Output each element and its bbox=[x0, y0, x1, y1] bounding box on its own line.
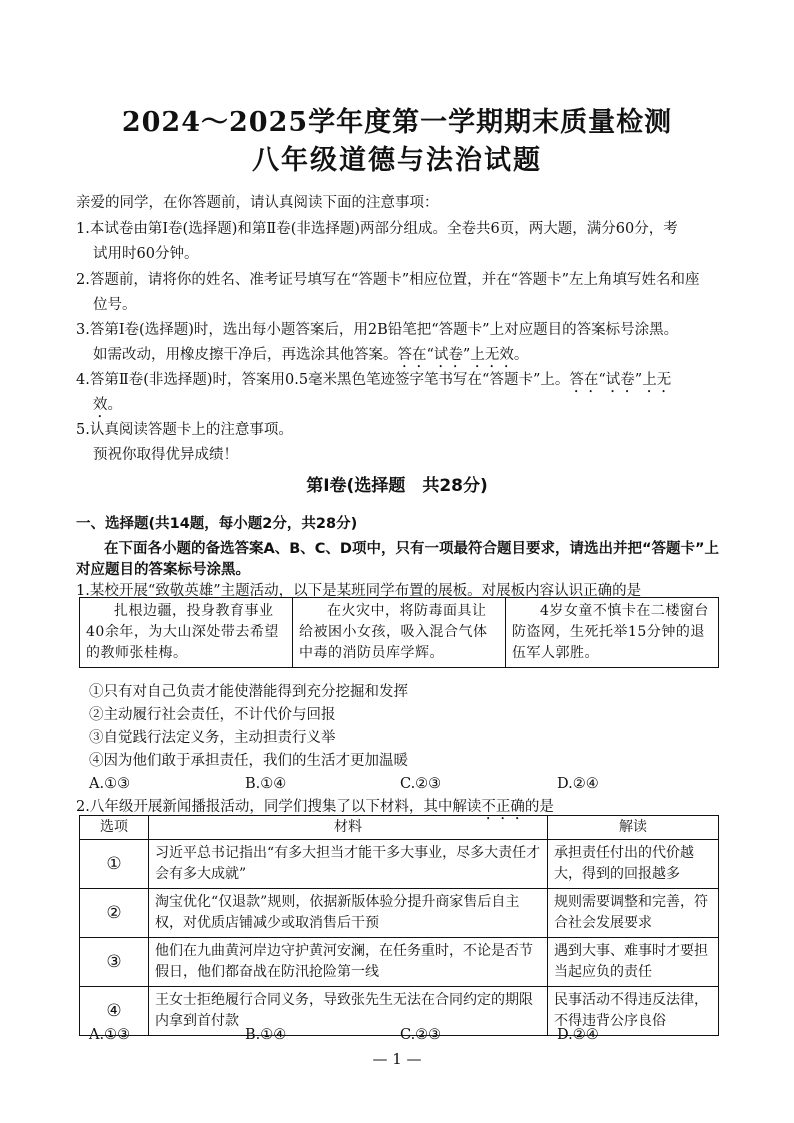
q2-stem-text: 2.八年级开展新闻播报活动，同学们搜集了以下材料，其中解读 bbox=[76, 799, 482, 815]
notice-item-3-cont bbox=[93, 345, 528, 371]
section-title: 第Ⅰ卷(选择题 共28分) bbox=[306, 476, 488, 496]
q2-row-1-material: 习近平总书记指出“有多大担当才能干多大事业，尽多大责任才会有多大成就” bbox=[149, 840, 548, 889]
exam-subtitle: 八年级道德与法治试题 bbox=[252, 145, 542, 176]
q2-choice-b: B.①④ bbox=[245, 1027, 287, 1043]
q1-choice-a: A.①③ bbox=[89, 776, 131, 792]
q1-choice-d: D.②④ bbox=[557, 776, 599, 792]
notice-item-4-emphasis-end: 效。 bbox=[93, 397, 122, 413]
q2-row-4-option: ④ bbox=[80, 987, 149, 1036]
page-number: — 1 — bbox=[372, 1050, 422, 1068]
q1-stem: 1.某校开展“致敬英雄”主题活动，以下是某班同学布置的展板。对展板内容认识正确的是 bbox=[76, 583, 642, 599]
exam-title: 2024～2025学年度第一学期期末质量检测 bbox=[121, 107, 673, 138]
table-row bbox=[80, 938, 719, 987]
q2-choice-a: A.①③ bbox=[89, 1027, 131, 1043]
notice-item-3: 3.答第Ⅰ卷(选择题)时，选出每小题答案后，用2B铅笔把“答题卡”上对应题目的答案标号涂黑。 bbox=[76, 322, 679, 338]
q1-card-2: 在火灾中，将防毒面具让给被困小女孩，吸入混合气体中毒的消防员库学辉。 bbox=[293, 598, 506, 668]
q2-row-2-material: 淘宝优化“仅退款”规则，依据新版体验分提升商家售后自主权，对优质店铺减少或取消售后干预 bbox=[149, 889, 548, 938]
notice-item-3-emphasis: 答在“试卷”上无效。 bbox=[397, 347, 529, 363]
q2-row-1-reading: 承担责任付出的代价越大，得到的回报越多 bbox=[548, 840, 719, 889]
table-row bbox=[80, 987, 719, 1036]
q2-table bbox=[79, 815, 719, 1036]
q2-row-3-material: 他们在九曲黄河岸边守护黄河安澜，在任务重时，不论是否节假日，他们都奋战在防汛抢险第一线 bbox=[149, 938, 548, 987]
notice-item-5: 5.认真阅读答题卡上的注意事项。 bbox=[76, 422, 293, 438]
notice-item-4-cont bbox=[93, 395, 122, 421]
q1-card-3: 4岁女童不慎卡在二楼窗台防盗网，生死托举15分钟的退伍军人郭胜。 bbox=[506, 598, 719, 668]
notice-greeting: 亲爱的同学，在你答题前，请认真阅读下面的注意事项： bbox=[76, 195, 439, 211]
q1-statement-1: ①只有对自己负责才能使潜能得到充分挖掘和发挥 bbox=[89, 684, 408, 700]
q2-table-header bbox=[80, 816, 719, 840]
notice-item-2-cont: 位号。 bbox=[93, 297, 137, 313]
q2-choice-c: C.②③ bbox=[400, 1027, 442, 1043]
part1-heading: 一、选择题(共14题，每小题2分，共28分) bbox=[76, 516, 358, 532]
q2-row-4-material: 王女士拒绝履行合同义务，导致张先生无法在合同约定的期限内拿到首付款 bbox=[149, 987, 548, 1036]
q2-row-1-option: ① bbox=[80, 840, 149, 889]
q2-row-3-option: ③ bbox=[80, 938, 149, 987]
q2-stem-end: 的是 bbox=[524, 799, 554, 815]
q2-row-2-reading: 规则需要调整和完善，符合社会发展要求 bbox=[548, 889, 719, 938]
q1-statement-2: ②主动履行社会责任，不计代价与回报 bbox=[89, 707, 336, 723]
q1-display-board bbox=[79, 597, 719, 668]
q2-header-option: 选项 bbox=[80, 816, 149, 840]
notice-item-1: 1.本试卷由第Ⅰ卷(选择题)和第Ⅱ卷(非选择题)两部分组成。全卷共6页，两大题，满分60分，考 bbox=[76, 221, 678, 237]
notice-item-3-text: 如需改动，用橡皮擦干净后，再选涂其他答案。 bbox=[93, 347, 398, 363]
q1-choice-b: B.①④ bbox=[245, 776, 287, 792]
q2-choice-d: D.②④ bbox=[557, 1027, 599, 1043]
q1-choice-c: C.②③ bbox=[400, 776, 442, 792]
table-row bbox=[80, 889, 719, 938]
q2-header-reading: 解读 bbox=[548, 816, 719, 840]
notice-item-2: 2.答题前，请将你的姓名、准考证号填写在“答题卡”相应位置，并在“答题卡”左上角填写姓名和座 bbox=[76, 272, 700, 288]
q2-row-3-reading: 遇到大事、难事时才要担当起应负的责任 bbox=[548, 938, 719, 987]
q2-header-material: 材料 bbox=[149, 816, 548, 840]
notice-item-4-emphasis: 答在“试卷”上无 bbox=[569, 372, 672, 388]
table-row bbox=[80, 840, 719, 889]
q1-statement-3: ③自觉践行法定义务，主动担责行义举 bbox=[89, 730, 336, 746]
q1-card-1: 扎根边疆，投身教育事业40余年，为大山深处带去希望的教师张桂梅。 bbox=[80, 598, 293, 668]
notice-item-1-cont: 试用时60分钟。 bbox=[93, 246, 199, 262]
q2-stem-emphasis: 不正确 bbox=[481, 799, 525, 815]
part1-instruction: 在下面各小题的备选答案A、B、C、D项中，只有一项最符合题目要求，请选出并把“答题卡”上 bbox=[104, 541, 720, 557]
q1-statement-4: ④因为他们敢于承担责任，我们的生活才更加温暖 bbox=[89, 753, 408, 769]
notice-item-4 bbox=[76, 370, 671, 396]
q2-row-2-option: ② bbox=[80, 889, 149, 938]
notice-item-4-text: 4.答第Ⅱ卷(非选择题)时，答案用0.5毫米黑色笔迹签字笔书写在“答题卡”上。 bbox=[76, 372, 570, 388]
q2-row-4-reading: 民事活动不得违反法律，不得违背公序良俗 bbox=[548, 987, 719, 1036]
notice-wish: 预祝你取得优异成绩！ bbox=[93, 447, 238, 463]
part1-instruction-cont: 对应题目的答案标号涂黑。 bbox=[76, 562, 250, 578]
